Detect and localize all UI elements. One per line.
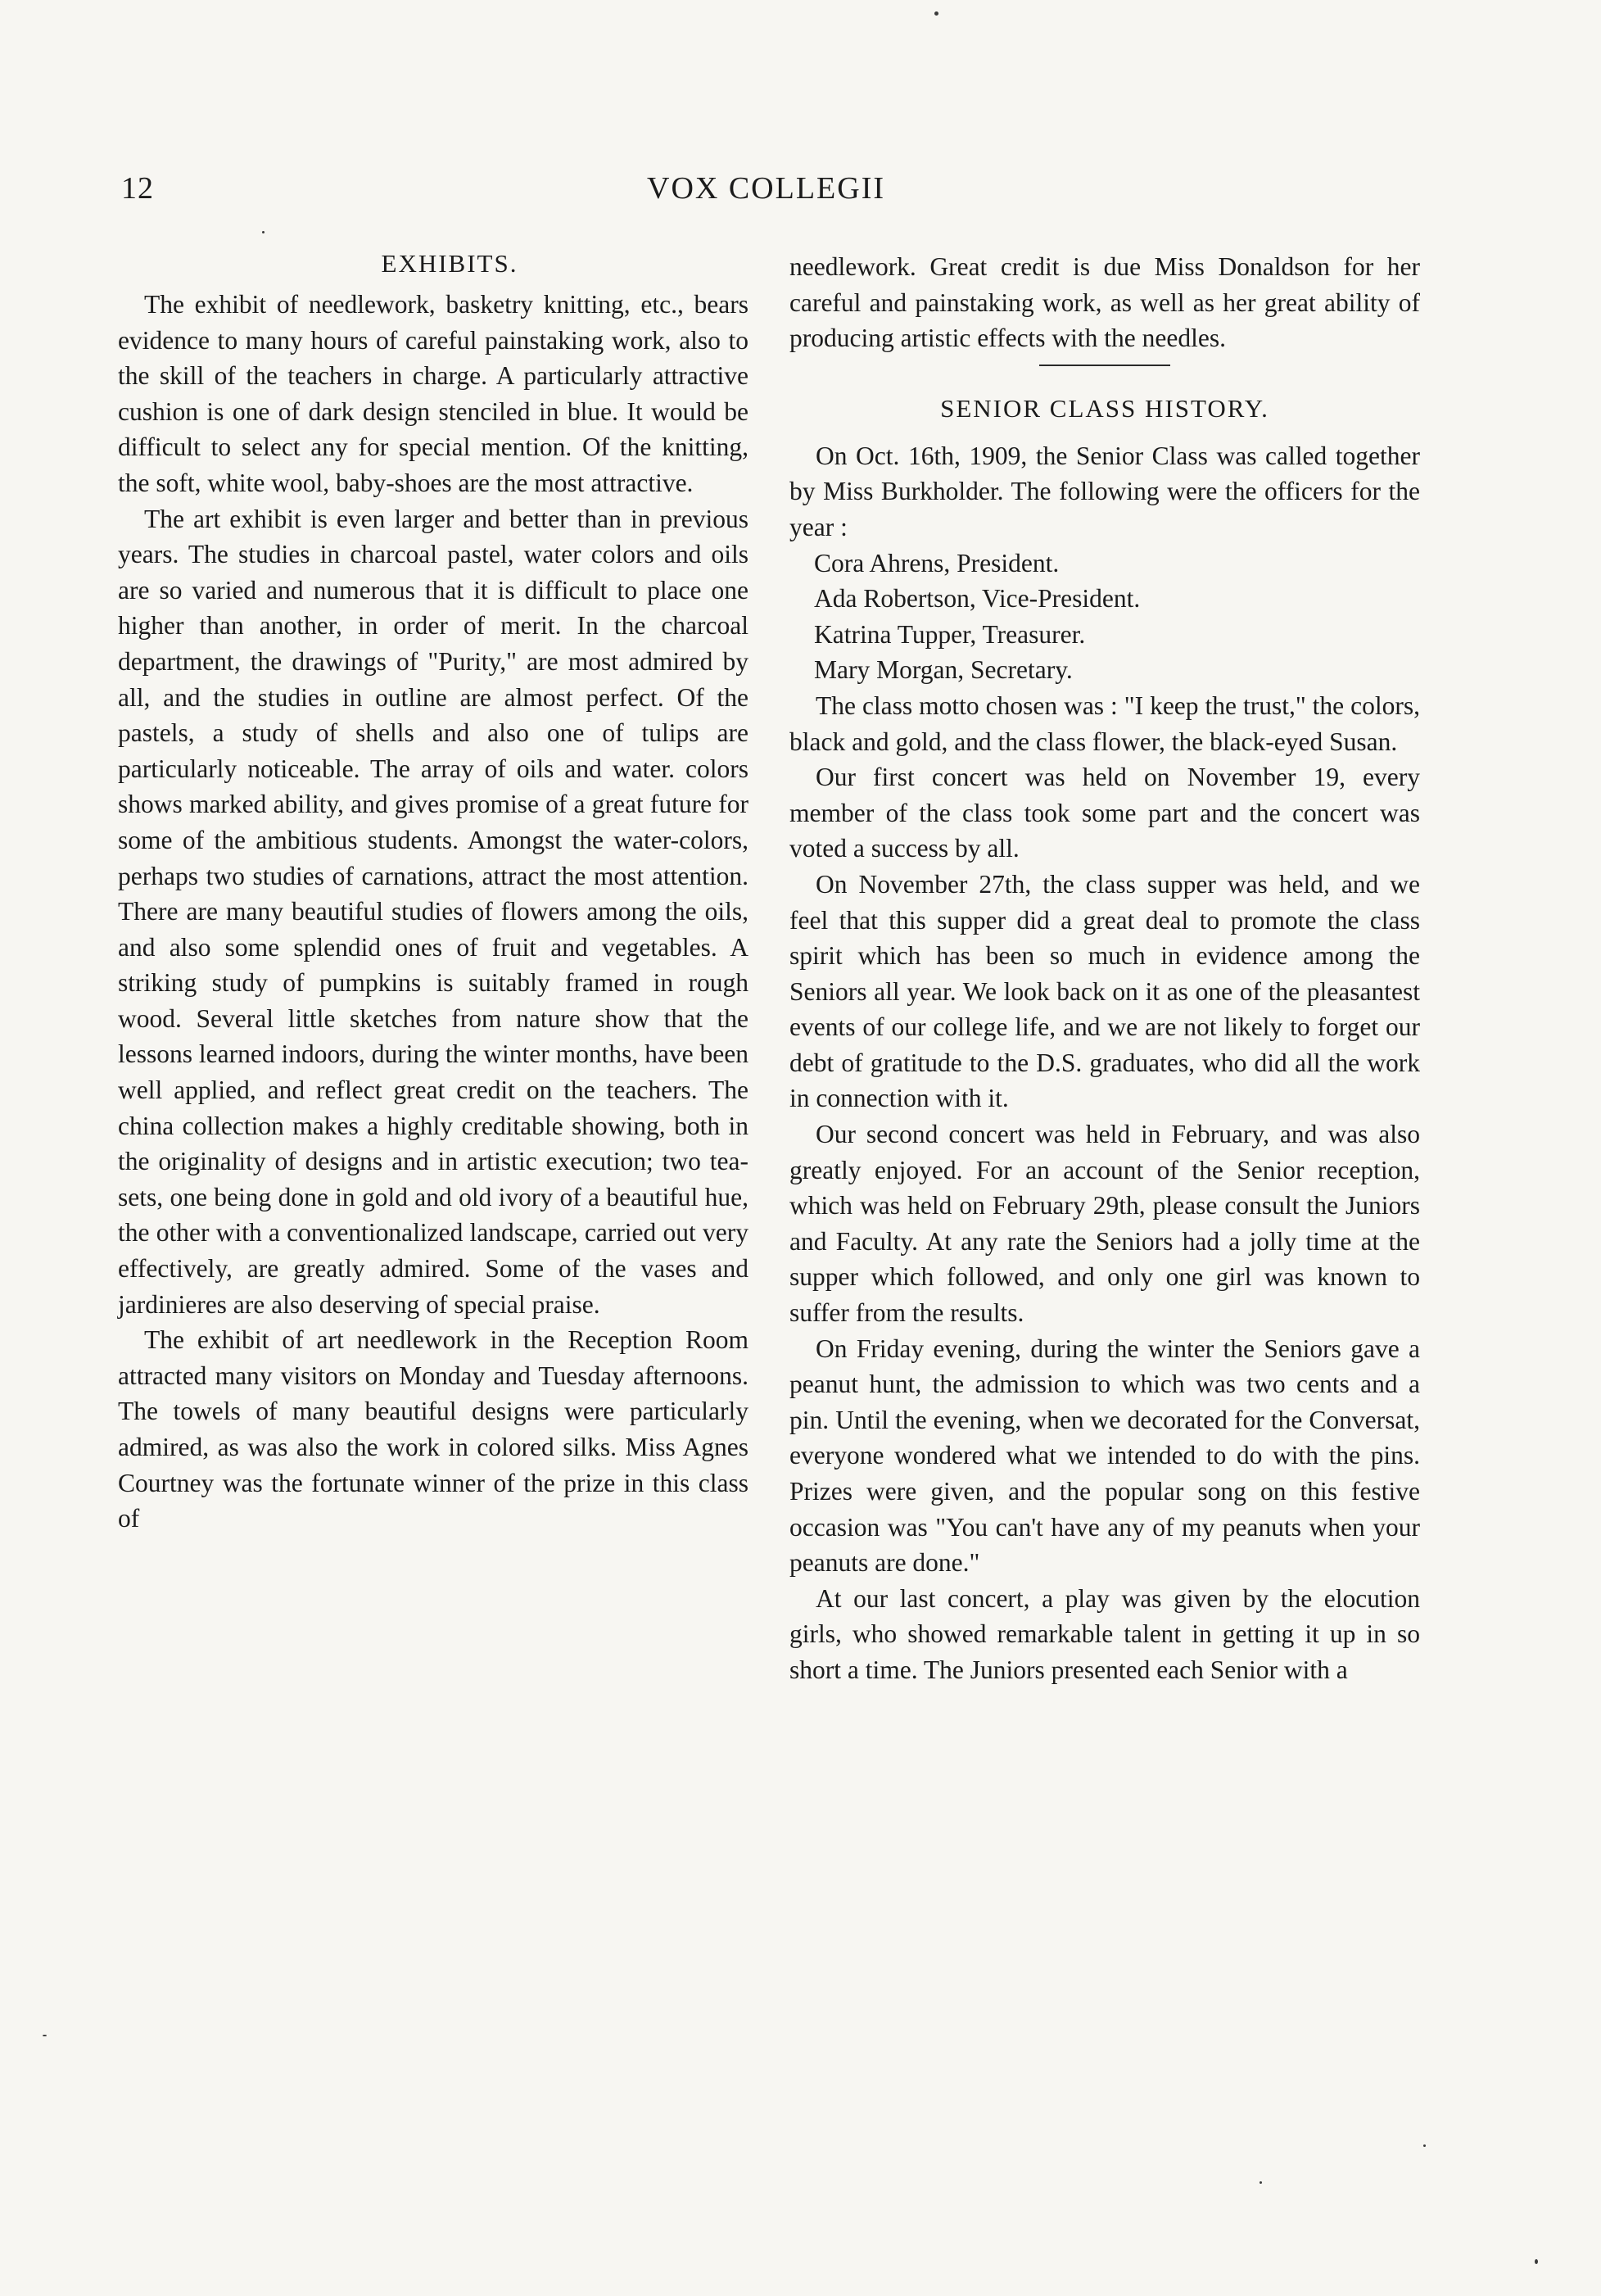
section-divider xyxy=(1039,365,1170,366)
print-speck xyxy=(262,231,265,233)
officer-president: Cora Ahrens, President. xyxy=(814,548,1060,577)
exhibits-paragraph-reception: The exhibit of art needlework in the Reception Room attracted many visitors on Monday and Tuesday afternoons. The towels of many beautiful designs were particularly admired, as was also the work in colored silks. Miss Agnes Courtney was the fortunate winner of the prize in this class of xyxy=(118,1325,748,1533)
print-speck xyxy=(43,2035,47,2036)
print-speck xyxy=(1260,2181,1262,2184)
exhibits-paragraph-art: The art exhibit is even larger and better than in previous years. The studies in charcoal pastel, water colors and oils are so varied and numerous that it is difficult to place one higher than another, in order of merit. In the charcoal department, the drawings of "Purity," are most admired by all, and the studies in outline are almost perfect. Of the pastels, a study of shells and also one of tulips are particularly noticeable. The array of oils and water. colors shows marked ability, and gives promise of a great future for some of the ambitious students. Amongst the water-colors, perhaps two studies of carnations, attract the most attention. There are many beautiful studies of flowers among the oils, and also some splendid ones of fruit and vegetables. A striking study of pumpkins is suitably framed in rough wood. Several little sketches from nature show that the lessons learned indoors, during the winter months, have been well applied, and reflect great credit on the teachers. The china collection makes a highly creditable showing, both in the originality of designs and in artistic execution; two tea-sets, one being done in gold and old ivory of a beautiful hue, the other with a conventionalized landscape, carried out very effectively, are greatly admired. Some of the vases and jardinieres are also deserving of special praise. xyxy=(118,504,748,1319)
running-title: VOX COLLEGII xyxy=(647,171,886,206)
history-paragraph-class-supper: On November 27th, the class supper was held, and we feel that this supper did a great deal to promote the class spirit which has been so much in evidence among the Seniors all year. We look back on it as one of the pleasantest events of our college life, and we are not likely to forget our debt of gratitude to the D.S. graduates, who did all the work in connection with it. xyxy=(789,869,1420,1113)
left-column xyxy=(118,246,748,1537)
senior-class-history-heading: SENIOR CLASS HISTORY. xyxy=(940,393,1269,423)
history-paragraph-first-concert: Our first concert was held on November 19, every member of the class took some part and the concert was voted a success by all. xyxy=(789,763,1420,863)
history-paragraph-second-concert: Our second concert was held in February, and was also greatly enjoyed. For an account of the Senior reception, which was held on February 29th, please consult the Juniors and Faculty. At any rate the Seniors had a jolly time at the supper which followed, and only one girl was known to suffer from the results. xyxy=(789,1120,1420,1328)
history-paragraph-peanut-hunt: On Friday evening, during the winter the Seniors gave a peanut hunt, the admission to which was two cents and a pin. Until the evening, when we decorated for the Conversat, everyone wondered what we intended to do with the pins. Prizes were given, and the popular song on this festive occasion was "You can't have any of my peanuts when your peanuts are done." xyxy=(789,1334,1420,1578)
right-column xyxy=(789,249,1420,1688)
officer-treasurer: Katrina Tupper, Treasurer. xyxy=(814,619,1086,649)
officer-secretary: Mary Morgan, Secretary. xyxy=(814,655,1073,685)
print-speck xyxy=(1535,2259,1538,2264)
history-paragraph-last-concert: At our last concert, a play was given by the elocution girls, who showed remarkable talent in getting it up in so short a time. The Juniors presented each Senior with a xyxy=(789,1583,1420,1684)
history-intro: On Oct. 16th, 1909, the Senior Class was called together by Miss Burkholder. The following were the officers for the year : xyxy=(789,441,1420,541)
page-number: 12 xyxy=(121,171,154,206)
history-paragraph-motto: The class motto chosen was : "I keep the trust," the colors, black and gold, and the class flower, the black-eyed Susan. xyxy=(789,691,1420,756)
exhibits-paragraph-needlework: The exhibit of needlework, basketry knitting, etc., bears evidence to many hours of careful painstaking work, also to the skill of the teachers in charge. A particularly attractive cushion is one of dark design stenciled in blue. It would be difficult to select any for special mention. Of the knitting, the soft, white wool, baby-shoes are the most attractive. xyxy=(118,290,748,497)
exhibits-heading: EXHIBITS. xyxy=(381,249,518,278)
officers-list xyxy=(789,546,1420,688)
print-speck xyxy=(934,11,938,16)
officer-vice-president: Ada Robertson, Vice-President. xyxy=(814,584,1141,614)
print-speck xyxy=(1423,2144,1426,2147)
needlework-continuation: needlework. Great credit is due Miss Donaldson for her careful and painstaking work, as well as her great ability of producing artistic effects with the needles. xyxy=(789,252,1420,353)
